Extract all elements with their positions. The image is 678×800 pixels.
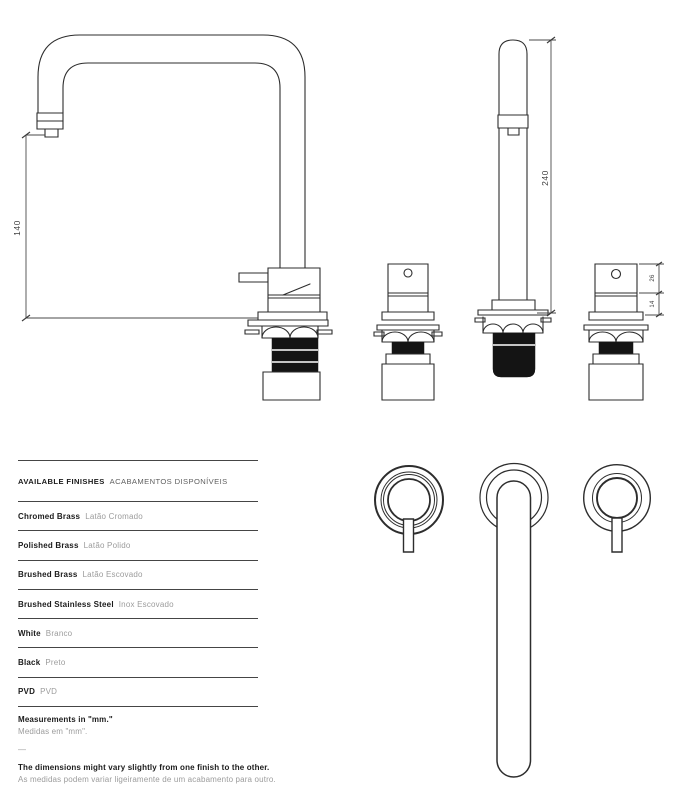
valve-body-front <box>595 264 637 312</box>
valve-deck-mount-front <box>584 312 648 400</box>
deck-mount-front <box>475 300 551 377</box>
note-measurements-pt: Medidas em "mm". <box>18 727 88 736</box>
aerator-tip <box>45 129 58 137</box>
note-measurements-en: Measurements in "mm." <box>18 715 113 724</box>
handle-lever <box>239 273 268 282</box>
threaded-shank-front <box>493 333 535 377</box>
faucet-side-view-drawing <box>10 28 345 404</box>
spout-outline <box>37 35 305 268</box>
finish-row-chromed-brass: Chromed Brass Latão Cromado <box>18 501 258 530</box>
spout-top-view <box>480 464 548 778</box>
under-deck-body <box>263 372 320 400</box>
dim-label-140: 140 <box>12 220 22 236</box>
valve-threaded-shank <box>392 342 424 354</box>
mixer-body <box>239 268 320 312</box>
dimension-240 <box>529 37 556 316</box>
dim-label-valve-body: 26 <box>650 274 656 282</box>
deck-mount <box>245 312 332 400</box>
dimension-140 <box>12 132 258 321</box>
note-divider: — <box>18 745 27 754</box>
valve-under-deck-body-front <box>589 364 643 400</box>
finish-row-polished-brass: Polished Brass Latão Polido <box>18 530 258 559</box>
valve-under-deck-body <box>382 364 434 400</box>
valve-threaded-shank-front <box>599 342 633 354</box>
right-handle-lever <box>612 518 622 552</box>
finish-row-brushed-stainless-steel: Brushed Stainless Steel Inox Escovado <box>18 589 258 618</box>
valve-front-view-drawing <box>580 260 678 400</box>
aerator-tip-front <box>508 128 519 135</box>
finishes-title-en: AVAILABLE FINISHES <box>18 476 105 486</box>
finish-row-brushed-brass: Brushed Brass Latão Escovado <box>18 560 258 589</box>
dimension-valve <box>639 262 664 317</box>
top-view-drawing <box>360 450 672 795</box>
valve-deck-mount <box>374 312 442 400</box>
finish-row-black: Black Preto <box>18 647 258 676</box>
finish-row-white: White Branco <box>18 618 258 647</box>
valve-body <box>388 264 428 312</box>
spout-arm-top-view <box>497 481 531 777</box>
right-handle-top-view <box>584 465 651 552</box>
riser-tube <box>498 40 528 313</box>
note-variance-en: The dimensions might vary slightly from one finish to the other. <box>18 763 270 772</box>
finishes-title-pt: ACABAMENTOS DISPONÍVEIS <box>109 476 228 486</box>
finishes-table-header <box>18 460 258 501</box>
left-handle-top-view <box>375 466 443 552</box>
faucet-front-view-drawing <box>470 28 570 390</box>
notes-block <box>18 714 276 786</box>
dim-label-240: 240 <box>540 170 550 186</box>
left-handle-lever <box>404 519 414 552</box>
valve-side-view-drawing <box>372 260 448 400</box>
finishes-table <box>18 460 258 707</box>
note-variance-pt: As medidas podem variar ligeiramente de um acabamento para outro. <box>18 775 276 784</box>
finish-row-pvd: PVD PVD <box>18 677 258 706</box>
dim-label-valve-base: 14 <box>650 300 656 308</box>
